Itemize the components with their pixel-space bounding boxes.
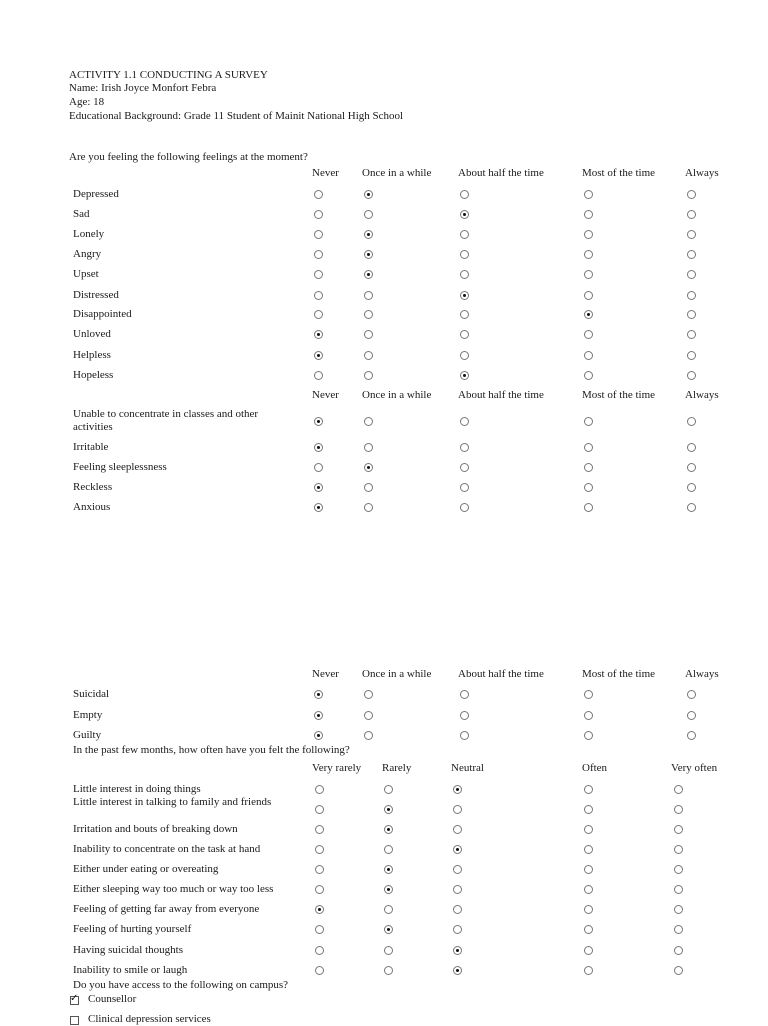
feelings-radio-option[interactable] [314, 250, 323, 259]
feelings-radio-option[interactable] [314, 270, 323, 279]
feelings-radio-option[interactable] [687, 270, 696, 279]
feelings-radio-option[interactable] [314, 291, 323, 300]
feelings-radio-option[interactable] [584, 190, 593, 199]
feelings-radio-option[interactable] [460, 250, 469, 259]
feelings-radio-option[interactable] [460, 690, 469, 699]
feelings-radio-option[interactable] [584, 330, 593, 339]
feelings-radio-option[interactable] [460, 190, 469, 199]
column-header: Neutral [451, 762, 484, 774]
feelings-radio-option[interactable] [687, 483, 696, 492]
frequency-radio-option[interactable] [315, 946, 324, 955]
frequency-radio-option[interactable] [584, 785, 593, 794]
feelings-radio-option[interactable] [314, 483, 323, 492]
feelings-radio-option[interactable] [460, 417, 469, 426]
column-header: About half the time [458, 668, 544, 680]
feelings-radio-option[interactable] [364, 417, 373, 426]
frequency-radio-option[interactable] [315, 785, 324, 794]
feelings-radio-option[interactable] [584, 503, 593, 512]
row-label: Feeling sleeplessness [73, 461, 167, 473]
feelings-radio-option[interactable] [364, 711, 373, 720]
frequency-radio-option[interactable] [674, 805, 683, 814]
row-label: Inability to smile or laugh [73, 964, 188, 976]
frequency-radio-option[interactable] [453, 805, 462, 814]
feelings-radio-option[interactable] [364, 463, 373, 472]
column-header: Very rarely [312, 762, 362, 774]
feelings-radio-option[interactable] [460, 351, 469, 360]
feelings-radio-option[interactable] [314, 443, 323, 452]
feelings-radio-option[interactable] [584, 731, 593, 740]
feelings-radio-option[interactable] [364, 291, 373, 300]
frequency-radio-option[interactable] [453, 885, 462, 894]
frequency-radio-option[interactable] [674, 905, 683, 914]
feelings-radio-option[interactable] [584, 270, 593, 279]
feelings-radio-option[interactable] [364, 310, 373, 319]
feelings-radio-option[interactable] [584, 417, 593, 426]
feelings-radio-option[interactable] [364, 371, 373, 380]
feelings-radio-option[interactable] [687, 351, 696, 360]
frequency-radio-option[interactable] [384, 785, 393, 794]
column-header: Never [312, 167, 339, 179]
row-label: Inability to concentrate on the task at hand [73, 843, 261, 855]
feelings-radio-option[interactable] [687, 330, 696, 339]
feelings-radio-option[interactable] [687, 463, 696, 472]
frequency-radio-option[interactable] [384, 905, 393, 914]
column-header: Always [685, 389, 719, 401]
row-label: Angry [73, 248, 102, 260]
row-label: Empty [73, 709, 103, 721]
campus-access-checkbox[interactable] [70, 996, 79, 1005]
feelings-radio-option[interactable] [460, 711, 469, 720]
feelings-radio-option[interactable] [687, 371, 696, 380]
question-campus-access: Do you have access to the following on campus? [73, 979, 289, 991]
feelings-radio-option[interactable] [364, 731, 373, 740]
frequency-radio-option[interactable] [584, 885, 593, 894]
frequency-radio-option[interactable] [453, 865, 462, 874]
feelings-radio-option[interactable] [584, 230, 593, 239]
feelings-radio-option[interactable] [364, 351, 373, 360]
column-header: Rarely [382, 762, 412, 774]
feelings-radio-option[interactable] [460, 483, 469, 492]
row-label: Disappointed [73, 308, 132, 320]
frequency-radio-option[interactable] [453, 966, 462, 975]
feelings-radio-option[interactable] [314, 230, 323, 239]
row-label: Either under eating or overeating [73, 863, 219, 875]
frequency-radio-option[interactable] [384, 966, 393, 975]
feelings-radio-option[interactable] [364, 190, 373, 199]
frequency-radio-option[interactable] [453, 905, 462, 914]
frequency-radio-option[interactable] [315, 805, 324, 814]
feelings-radio-option[interactable] [314, 330, 323, 339]
column-header: Never [312, 668, 339, 680]
feelings-radio-option[interactable] [584, 711, 593, 720]
row-label: Having suicidal thoughts [73, 944, 183, 956]
row-label: Anxious [73, 501, 111, 513]
feelings-radio-option[interactable] [314, 731, 323, 740]
feelings-radio-option[interactable] [314, 417, 323, 426]
row-label: Upset [73, 268, 99, 280]
frequency-radio-option[interactable] [584, 845, 593, 854]
column-header: Most of the time [582, 668, 656, 680]
frequency-radio-option[interactable] [674, 845, 683, 854]
feelings-radio-option[interactable] [314, 690, 323, 699]
feelings-radio-option[interactable] [364, 270, 373, 279]
feelings-radio-option[interactable] [687, 690, 696, 699]
row-label: Reckless [73, 481, 113, 493]
feelings-radio-option[interactable] [364, 503, 373, 512]
frequency-radio-option[interactable] [674, 966, 683, 975]
row-label: Depressed [73, 188, 119, 200]
frequency-radio-option[interactable] [584, 905, 593, 914]
feelings-radio-option[interactable] [460, 503, 469, 512]
feelings-radio-option[interactable] [460, 310, 469, 319]
column-header: Very often [671, 762, 718, 774]
feelings-radio-option[interactable] [314, 210, 323, 219]
question-past-months: In the past few months, how often have you felt the following? [73, 744, 350, 756]
document-title: ACTIVITY 1.1 CONDUCTING A SURVEY [69, 69, 268, 81]
campus-access-label: Counsellor [88, 993, 137, 1005]
feelings-radio-option[interactable] [314, 190, 323, 199]
feelings-radio-option[interactable] [314, 503, 323, 512]
column-header: Once in a while [362, 668, 432, 680]
feelings-radio-option[interactable] [364, 250, 373, 259]
frequency-radio-option[interactable] [674, 785, 683, 794]
feelings-radio-option[interactable] [584, 351, 593, 360]
feelings-radio-option[interactable] [364, 210, 373, 219]
frequency-radio-option[interactable] [315, 865, 324, 874]
feelings-radio-option[interactable] [584, 463, 593, 472]
feelings-radio-option[interactable] [687, 503, 696, 512]
row-label: Irritation and bouts of breaking down [73, 823, 238, 835]
feelings-radio-option[interactable] [460, 731, 469, 740]
frequency-radio-option[interactable] [674, 825, 683, 834]
frequency-radio-option[interactable] [384, 825, 393, 834]
feelings-radio-option[interactable] [584, 371, 593, 380]
feelings-radio-option[interactable] [687, 230, 696, 239]
row-label: Feeling of getting far away from everyone [73, 903, 260, 915]
column-header: Once in a while [362, 389, 432, 401]
campus-access-label: Clinical depression services [88, 1013, 211, 1025]
frequency-radio-option[interactable] [584, 805, 593, 814]
frequency-radio-option[interactable] [453, 946, 462, 955]
feelings-radio-option[interactable] [584, 690, 593, 699]
frequency-radio-option[interactable] [584, 825, 593, 834]
frequency-radio-option[interactable] [384, 946, 393, 955]
feelings-radio-option[interactable] [584, 250, 593, 259]
feelings-radio-option[interactable] [584, 210, 593, 219]
frequency-radio-option[interactable] [453, 925, 462, 934]
feelings-radio-option[interactable] [314, 463, 323, 472]
feelings-radio-option[interactable] [584, 483, 593, 492]
row-label: Irritable [73, 441, 109, 453]
frequency-radio-option[interactable] [674, 885, 683, 894]
row-label: Unloved [73, 328, 111, 340]
frequency-radio-option[interactable] [315, 966, 324, 975]
row-label: Helpless [73, 349, 111, 361]
feelings-radio-option[interactable] [314, 371, 323, 380]
frequency-radio-option[interactable] [453, 845, 462, 854]
educational-background: Educational Background: Grade 11 Student of Mainit National High School [69, 110, 404, 122]
feelings-radio-option[interactable] [584, 443, 593, 452]
feelings-radio-option[interactable] [460, 270, 469, 279]
feelings-radio-option[interactable] [687, 731, 696, 740]
frequency-radio-option[interactable] [384, 885, 393, 894]
feelings-radio-option[interactable] [364, 690, 373, 699]
column-header: Often [582, 762, 608, 774]
feelings-radio-option[interactable] [460, 443, 469, 452]
feelings-radio-option[interactable] [584, 291, 593, 300]
row-label: Unable to concentrate in classes and other activities [73, 408, 259, 433]
feelings-radio-option[interactable] [460, 371, 469, 380]
frequency-radio-option[interactable] [453, 785, 462, 794]
feelings-radio-option[interactable] [687, 291, 696, 300]
feelings-radio-option[interactable] [687, 417, 696, 426]
row-label: Little interest in doing things [73, 783, 201, 795]
feelings-radio-option[interactable] [314, 711, 323, 720]
feelings-radio-option[interactable] [364, 330, 373, 339]
respondent-age: Age: 18 [69, 96, 105, 108]
row-label: Guilty [73, 729, 102, 741]
column-header: About half the time [458, 167, 544, 179]
feelings-radio-option[interactable] [314, 351, 323, 360]
feelings-radio-option[interactable] [460, 210, 469, 219]
feelings-radio-option[interactable] [687, 310, 696, 319]
feelings-radio-option[interactable] [460, 230, 469, 239]
frequency-radio-option[interactable] [315, 925, 324, 934]
frequency-radio-option[interactable] [584, 946, 593, 955]
frequency-radio-option[interactable] [453, 825, 462, 834]
feelings-radio-option[interactable] [460, 463, 469, 472]
feelings-radio-option[interactable] [687, 250, 696, 259]
feelings-radio-option[interactable] [687, 711, 696, 720]
frequency-radio-option[interactable] [315, 825, 324, 834]
row-label: Either sleeping way too much or way too less [73, 883, 274, 895]
column-header: Most of the time [582, 389, 656, 401]
column-header: Most of the time [582, 167, 656, 179]
frequency-radio-option[interactable] [315, 845, 324, 854]
feelings-radio-option[interactable] [687, 210, 696, 219]
row-label: Hopeless [73, 369, 114, 381]
feelings-radio-option[interactable] [460, 330, 469, 339]
frequency-radio-option[interactable] [315, 905, 324, 914]
frequency-radio-option[interactable] [674, 865, 683, 874]
feelings-radio-option[interactable] [584, 310, 593, 319]
column-header: About half the time [458, 389, 544, 401]
column-header: Once in a while [362, 167, 432, 179]
feelings-radio-option[interactable] [364, 443, 373, 452]
frequency-radio-option[interactable] [384, 925, 393, 934]
feelings-radio-option[interactable] [687, 190, 696, 199]
row-label: Feeling of hurting yourself [73, 923, 192, 935]
feelings-radio-option[interactable] [460, 291, 469, 300]
row-label: Sad [73, 208, 90, 220]
frequency-radio-option[interactable] [315, 885, 324, 894]
frequency-radio-option[interactable] [674, 946, 683, 955]
question-feelings: Are you feeling the following feelings at the moment? [69, 151, 308, 163]
frequency-radio-option[interactable] [584, 865, 593, 874]
feelings-radio-option[interactable] [687, 443, 696, 452]
column-header: Always [685, 167, 719, 179]
row-label: Suicidal [73, 688, 110, 700]
frequency-radio-option[interactable] [384, 845, 393, 854]
column-header: Always [685, 668, 719, 680]
column-header: Never [312, 389, 339, 401]
feelings-radio-option[interactable] [364, 230, 373, 239]
frequency-radio-option[interactable] [584, 966, 593, 975]
frequency-radio-option[interactable] [384, 865, 393, 874]
frequency-radio-option[interactable] [384, 805, 393, 814]
feelings-radio-option[interactable] [314, 310, 323, 319]
frequency-radio-option[interactable] [584, 925, 593, 934]
row-label: Little interest in talking to family and friends [73, 796, 272, 808]
row-label: Lonely [73, 228, 105, 240]
row-label: Distressed [73, 289, 119, 301]
respondent-name: Name: Irish Joyce Monfort Febra [69, 82, 217, 94]
feelings-radio-option[interactable] [364, 483, 373, 492]
frequency-radio-option[interactable] [674, 925, 683, 934]
